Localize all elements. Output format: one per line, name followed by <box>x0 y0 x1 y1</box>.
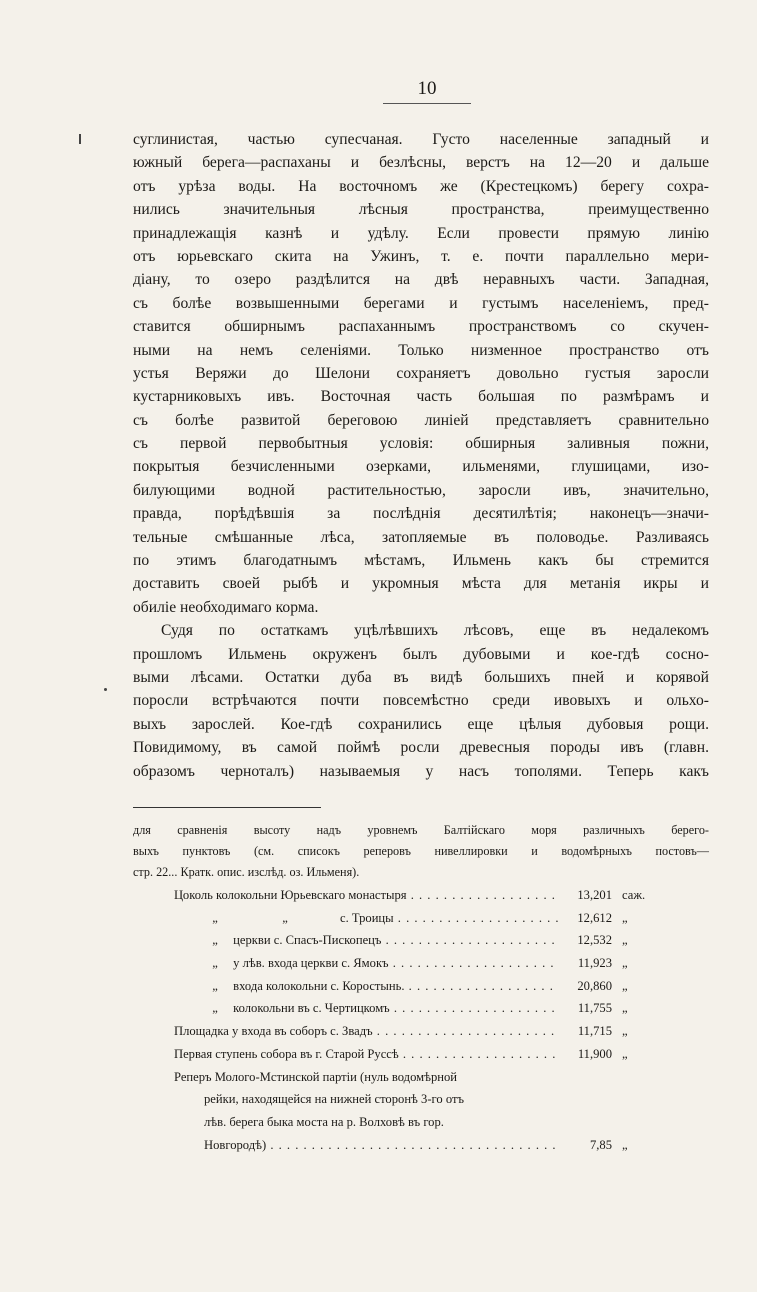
footnote-line: выхъ пунктовъ (см. списокъ реперовъ нивеллировки и водомѣрныхъ постовъ— <box>133 844 709 858</box>
text-line: тельные смѣшанные лѣса, затопляемые въ половодье. Разливаясь <box>133 528 709 546</box>
text-line: нились значительныя лѣсныя пространства, преимущественно <box>133 201 709 219</box>
text-line: прошломъ Ильмень окруженъ былъ дубовыми и кое-гдѣ сосно- <box>133 645 709 663</box>
table-row <box>174 1020 658 1043</box>
row-label: Цоколь колокольни Юрьевскаго монастыря . . . <box>174 884 558 907</box>
text-line: ными на немъ селеніями. Только низменное пространство отъ <box>133 341 709 359</box>
table-row <box>174 1066 658 1089</box>
text-line: отъ юрьевскаго скита на Ужинъ, т. е. почти параллельно мери- <box>133 247 709 265</box>
ditto-mark: „ <box>212 910 218 925</box>
table-row <box>174 1111 658 1134</box>
row-unit: „ <box>622 978 628 993</box>
body-text <box>133 128 709 783</box>
ditto-mark: „ <box>212 933 218 948</box>
row-value: 11,923 <box>577 956 612 971</box>
text-line: съ болѣе развитой береговою линіей представляетъ сравнительно <box>133 411 709 429</box>
row-unit: „ <box>622 1024 628 1039</box>
row-unit: „ <box>622 1046 628 1061</box>
table-row <box>174 929 658 952</box>
text-line: по этимъ благодатнымъ мѣстамъ, Ильмень какъ бы стремится <box>133 552 709 570</box>
row-value: 7,85 <box>589 1137 612 1152</box>
text-line: образомъ черноталъ) называемыя у насъ тополями. Теперь какъ <box>133 762 709 780</box>
table-row <box>174 975 658 998</box>
margin-dot <box>104 688 107 691</box>
row-label: Реперъ Молого-Мстинской партіи (нуль водомѣрной <box>174 1069 458 1084</box>
ditto-mark: „ <box>212 956 218 971</box>
row-value: 11,900 <box>577 1046 612 1061</box>
ditto-mark: „ <box>282 910 288 925</box>
row-value: 12,612 <box>577 910 612 925</box>
row-label: „ входа колокольни с. Коростынь. . . . <box>174 975 558 998</box>
text-line: ставится обширнымъ распаханнымъ пространствомъ со скучен- <box>133 318 709 336</box>
text-line: кустарниковыхъ ивъ. Восточная часть большая по размѣрамъ и <box>133 388 709 406</box>
table-row <box>174 907 658 930</box>
row-unit: „ <box>622 910 628 925</box>
elevation-table <box>174 884 658 1156</box>
text-line: выхъ зарослей. Кое-гдѣ сохранились еще цѣлыя дубовыя рощи. <box>133 715 709 733</box>
text-line: суглинистая, частью супесчаная. Густо населенные западный и <box>133 131 709 148</box>
text-line: выми лѣсами. Остатки дуба въ видѣ большихъ пней и корявой <box>133 668 709 686</box>
text-line: обиліе необходимаго корма. <box>133 598 319 616</box>
ditto-mark: „ <box>212 978 218 993</box>
row-label: рейки, находящейся на нижней сторонѣ 3-го отъ <box>204 1092 464 1107</box>
table-row <box>174 1134 658 1157</box>
text-line: съ болѣе возвышенными берегами и густымъ населеніемъ, пред- <box>133 294 709 312</box>
text-line: принадлежащія казнѣ и удѣлу. Если провести прямую линію <box>133 224 709 242</box>
table-row <box>174 884 658 907</box>
row-unit: „ <box>622 1137 628 1152</box>
row-value: 20,860 <box>577 978 612 993</box>
text-line: правда, порѣдѣвшія за послѣднія десятилѣтія; наконецъ—значи- <box>133 505 709 523</box>
row-unit: саж. <box>622 888 646 902</box>
text-line: билующими водной растительностью, заросли ивъ, значительно, <box>133 481 709 499</box>
table-row <box>174 1088 658 1111</box>
row-label: лѣв. берега быка моста на р. Волховѣ въ гор. <box>204 1114 444 1129</box>
text-line: діану, то озеро раздѣлится на двѣ неравныхъ части. Западная, <box>133 271 709 289</box>
row-label: „ „ с. Троицы . . . <box>174 907 558 930</box>
page-header <box>383 78 471 104</box>
footnote-line: стр. 22... Кратк. опис. изслѣд. оз. Ильменя). <box>133 865 360 879</box>
footnote <box>133 820 709 883</box>
row-value: 12,532 <box>577 933 612 948</box>
text-line: поросли встрѣчаются почти повсемѣстно среди ивовыхъ и ольхо- <box>133 692 709 710</box>
footnote-rule <box>133 807 321 808</box>
text-line: доставить своей рыбѣ и укромныя мѣста для метанія икры и <box>133 575 709 593</box>
text-line: южный берега—распаханы и безлѣсны, верстъ на 12—20 и дальше <box>133 154 709 172</box>
row-label: Площадка у входа въ соборъ с. Звадъ . . . <box>174 1020 558 1043</box>
row-unit: „ <box>622 933 628 948</box>
row-label: Новгородѣ) . . . <box>174 1134 558 1157</box>
row-value: 11,715 <box>577 1024 612 1039</box>
table-row <box>174 997 658 1020</box>
table-row <box>174 952 658 975</box>
row-label: „ церкви с. Спасъ-Пископецъ . . . <box>174 929 558 952</box>
text-line: покрытыя безчисленными озерками, ильменями, глушицами, изо- <box>133 458 709 476</box>
text-line: устья Веряжи до Шелони сохраняетъ довольно густыя заросли <box>133 364 709 382</box>
paragraph-start-line: Судя по остаткамъ уцѣлѣвшихъ лѣсовъ, еще въ недалекомъ <box>161 622 709 640</box>
row-label: „ колокольни въ с. Чертицкомъ . . . <box>174 997 558 1020</box>
page-number-rule <box>383 103 471 104</box>
row-value: 11,755 <box>577 1001 612 1016</box>
row-unit: „ <box>622 956 628 971</box>
margin-mark <box>79 134 81 144</box>
text-line: отъ урѣза воды. На восточномъ же (Крестецкомъ) берегу сохра- <box>133 177 709 195</box>
table-row <box>174 1043 658 1066</box>
text-line: Повидимому, въ самой поймѣ росли древесныя породы ивъ (главн. <box>133 739 709 757</box>
ditto-mark: „ <box>212 1001 218 1016</box>
text-line: съ первой первобытныя условія: обширныя заливныя пожни, <box>133 435 709 453</box>
footnote-line: для сравненія высоту надъ уровнемъ Балтійскаго моря различныхъ берего- <box>133 823 709 837</box>
row-label: „ у лѣв. входа церкви с. Ямокъ . . . <box>174 952 558 975</box>
row-unit: „ <box>622 1001 628 1016</box>
row-value: 13,201 <box>577 888 612 902</box>
row-label: Первая ступень собора въ г. Старой Руссѣ . . . <box>174 1043 558 1066</box>
page-number: 10 <box>417 78 437 99</box>
